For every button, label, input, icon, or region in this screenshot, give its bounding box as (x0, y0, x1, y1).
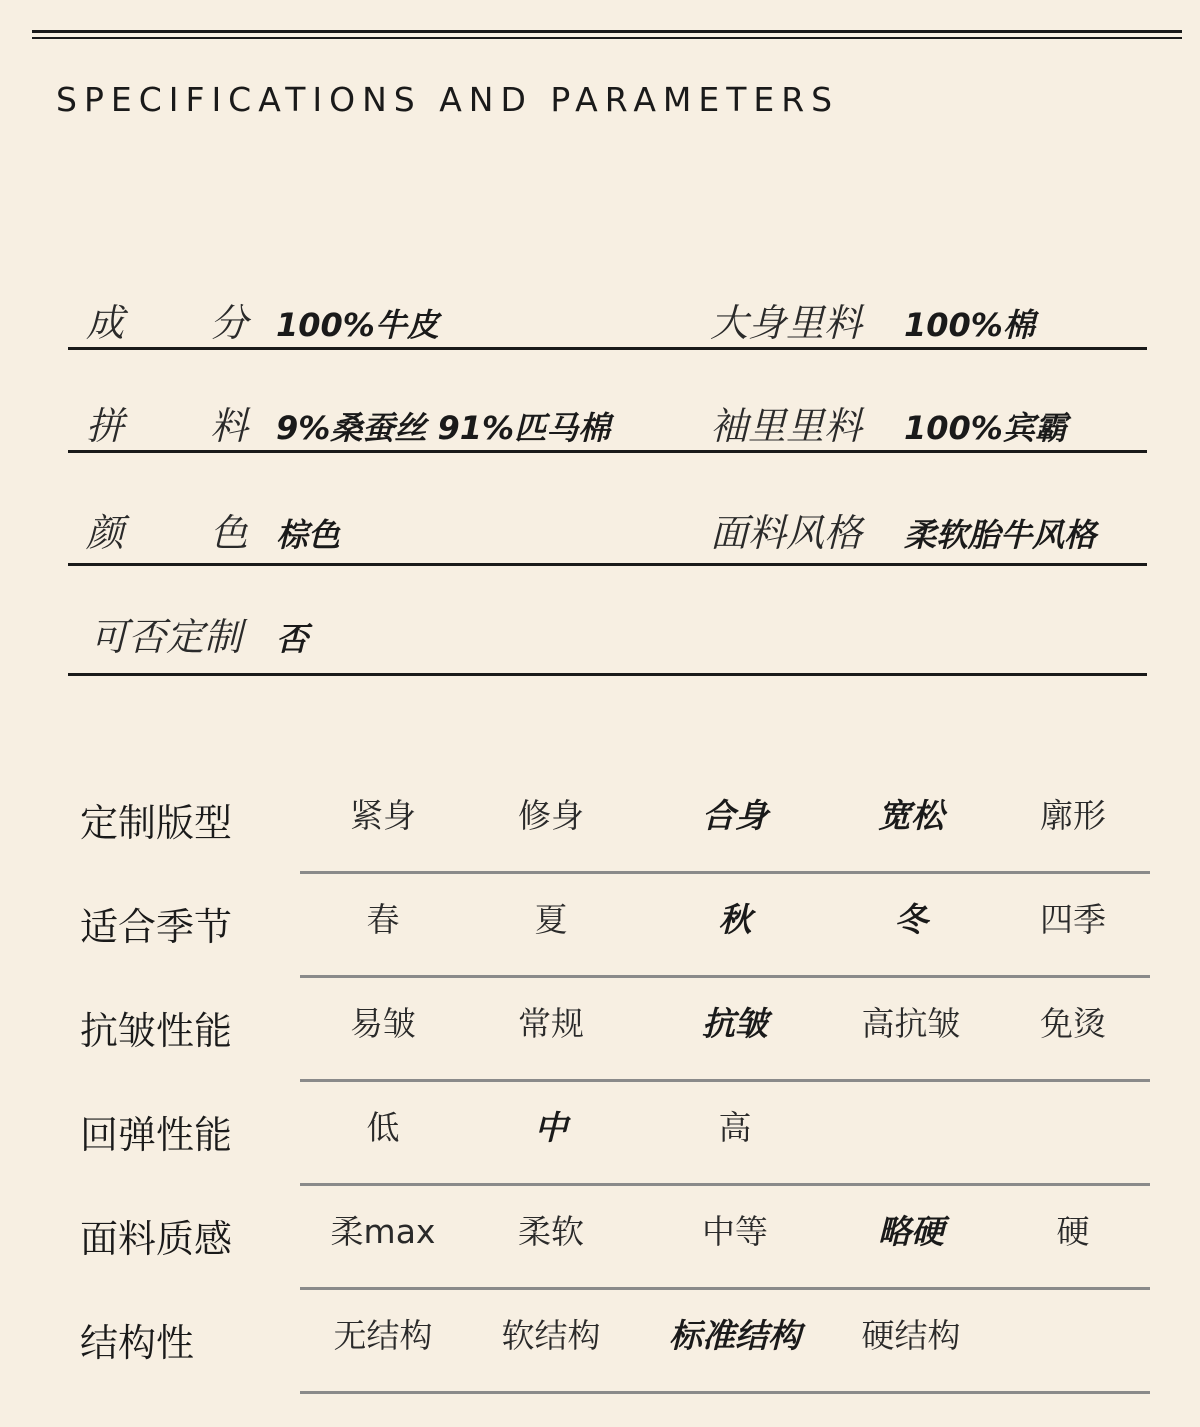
attribute-label: 适合季节 (80, 905, 233, 949)
attribute-row (0, 770, 1200, 874)
spec-value-body-lining: 100%棉 (904, 306, 1035, 344)
spec-row (68, 486, 1148, 566)
attribute-option: 高抗皱 (861, 1004, 961, 1043)
attribute-option: 四季 (1040, 900, 1106, 939)
spec-row-rule (68, 347, 1147, 350)
spec-label-customizable: 可否定制 (90, 615, 243, 659)
spec-label-char: 分 (209, 301, 248, 345)
attribute-option: 春 (366, 900, 400, 939)
attribute-option: 中等 (702, 1212, 768, 1251)
attribute-option: 常规 (518, 1004, 584, 1043)
attribute-option: 软结构 (501, 1316, 601, 1355)
spec-row-rule (68, 450, 1147, 453)
attribute-row (0, 1186, 1200, 1290)
spec-row-rule (68, 563, 1147, 566)
attribute-option: 低 (366, 1108, 400, 1147)
spec-label-char: 颜 (86, 511, 125, 555)
spec-row (68, 383, 1148, 453)
attribute-option: 柔max (330, 1212, 436, 1251)
attribute-option-selected: 中 (534, 1108, 568, 1147)
attribute-option-selected: 宽松 (878, 796, 944, 835)
attribute-label: 定制版型 (80, 801, 233, 845)
spec-label-color (86, 502, 248, 557)
spec-value-sleeve-lining: 100%宾霸 (904, 409, 1067, 447)
attribute-row (0, 1082, 1200, 1186)
spec-value-customizable: 否 (276, 620, 309, 658)
attribute-option-selected: 秋 (718, 900, 752, 939)
spec-label-patch (86, 395, 248, 450)
attribute-option: 修身 (518, 796, 584, 835)
attribute-option: 硬结构 (861, 1316, 961, 1355)
attribute-row (0, 1290, 1200, 1394)
spec-label-body-lining: 大身里料 (710, 301, 863, 345)
attribute-label: 抗皱性能 (80, 1009, 233, 1053)
attribute-option: 紧身 (350, 796, 416, 835)
spec-value-composition: 100%牛皮 (276, 306, 439, 344)
attribute-option: 高 (718, 1108, 752, 1147)
page-title: SPECIFICATIONS AND PARAMETERS (56, 80, 840, 119)
attribute-row (0, 978, 1200, 1082)
attribute-option: 廓形 (1040, 796, 1106, 835)
attribute-label: 面料质感 (80, 1217, 233, 1261)
spec-label-fabric-style: 面料风格 (710, 511, 863, 555)
attribute-option: 免烫 (1040, 1004, 1106, 1043)
attribute-label: 结构性 (80, 1321, 195, 1365)
spec-row-rule (68, 673, 1147, 676)
attribute-option: 无结构 (333, 1316, 433, 1355)
spec-row (68, 600, 1148, 680)
spec-value-patch: 9%桑蚕丝 91%匹马棉 (276, 409, 611, 447)
top-rule-thin (32, 37, 1182, 39)
spec-value-color: 棕色 (276, 516, 341, 554)
attribute-option-selected: 抗皱 (702, 1004, 768, 1043)
attribute-option: 夏 (534, 900, 568, 939)
attribute-row-rule (300, 1391, 1150, 1394)
attribute-option-selected: 标准结构 (669, 1316, 801, 1355)
attribute-option: 硬 (1056, 1212, 1090, 1251)
top-rule (32, 30, 1182, 33)
attribute-option: 易皱 (350, 1004, 416, 1043)
spec-label-char: 料 (209, 404, 248, 448)
spec-value-fabric-style: 柔软胎牛风格 (904, 516, 1097, 554)
spec-label-char: 拼 (86, 404, 125, 448)
attribute-option-selected: 略硬 (878, 1212, 944, 1251)
spec-label-sleeve-lining: 袖里里料 (710, 404, 863, 448)
attribute-option: 柔软 (518, 1212, 584, 1251)
spec-row (68, 280, 1148, 350)
attribute-row (0, 874, 1200, 978)
spec-label-char: 成 (86, 301, 125, 345)
spec-label-composition (86, 292, 248, 347)
attribute-option-selected: 冬 (894, 900, 928, 939)
attribute-option-selected: 合身 (702, 796, 768, 835)
attribute-label: 回弹性能 (80, 1113, 233, 1157)
spec-label-char: 色 (209, 511, 248, 555)
